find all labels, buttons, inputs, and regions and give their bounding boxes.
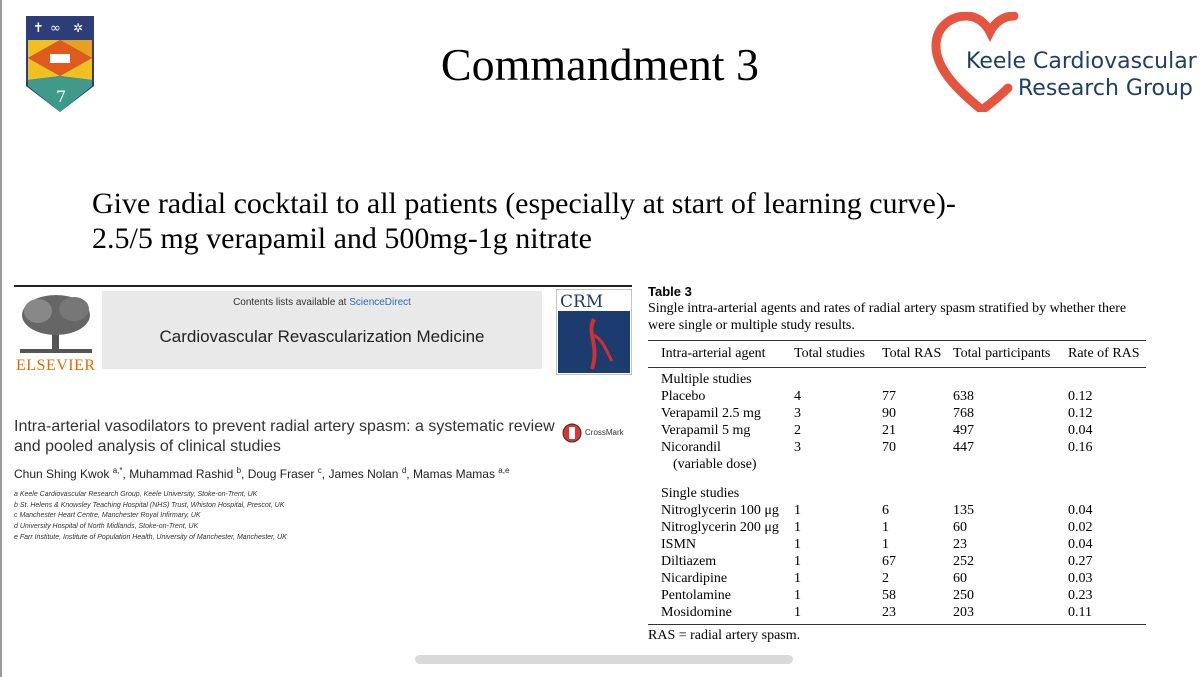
table-header-cell: Total studies: [794, 346, 865, 361]
horizontal-scrollbar[interactable]: [415, 655, 793, 664]
table-cell: 0.23: [1068, 588, 1093, 603]
slide-subtitle: [92, 186, 1182, 256]
table-cell: 1: [794, 537, 801, 552]
contents-prefix: Contents lists available at: [233, 297, 350, 308]
table-header-cell: Total RAS: [882, 346, 942, 361]
journal-title-box: [102, 291, 542, 369]
table-cell: 58: [882, 588, 896, 603]
table-cell: 4: [794, 389, 801, 404]
table-cell: 1: [882, 520, 889, 535]
crm-cover-label: CRM: [560, 292, 604, 312]
table-cell: 0.02: [1068, 520, 1093, 535]
table-cell: Verapamil 5 mg: [661, 423, 751, 438]
author: Mamas Mamas $^{a,e}$: [412, 466, 510, 481]
table-cell: 23: [882, 605, 896, 620]
svg-text:✝: ✝: [33, 21, 44, 36]
table-cell: Nicorandil: [661, 440, 721, 455]
table-cell: 3: [794, 406, 801, 421]
table-cell-note: (variable dose): [673, 457, 757, 472]
crest-number: 7: [56, 87, 67, 106]
table-cell: 1: [794, 588, 801, 603]
keele-logo-text: [966, 48, 1197, 102]
table-cell: 60: [953, 571, 967, 586]
table-cell: 0.16: [1068, 440, 1093, 455]
author: Muhammad Rashid $^b$: [129, 466, 242, 481]
affiliation-list: [14, 490, 624, 544]
table-cell: Nitroglycerin 200 μg: [661, 520, 779, 535]
affiliation: e Farr Institute, Institute of Population Health, University of Manchester, Manchester, UK: [14, 533, 287, 541]
table-cell: 497: [953, 423, 974, 438]
table-cell: 23: [953, 537, 967, 552]
subtitle-line-1: Give radial cocktail to all patients (especially at start of learning curve)-: [92, 187, 956, 220]
table-cell: Nitroglycerin 100 μg: [661, 503, 779, 518]
table-cell: 252: [953, 554, 974, 569]
table-cell: Pentolamine: [661, 588, 731, 603]
table-caption: Single intra-arterial agents and rates of radial artery spasm stratified by whether there were single or multiple study results.: [648, 301, 1127, 333]
crossmark-icon[interactable]: [562, 423, 582, 443]
affiliation: c Manchester Heart Centre, Manchester Royal Infirmary, UK: [14, 512, 201, 520]
table-cell: 0.12: [1068, 406, 1093, 421]
table-cell: 203: [953, 605, 974, 620]
table-cell: 0.04: [1068, 503, 1093, 518]
table-label: Table 3: [648, 284, 692, 299]
table-cell: 67: [882, 554, 896, 569]
table-cell: 77: [882, 389, 896, 404]
affiliation: d University Hospital of North Midlands, Stoke-on-Trent, UK: [14, 523, 199, 531]
table-cell: Nicardipine: [661, 571, 728, 586]
journal-name: Cardiovascular Revascularization Medicine: [159, 327, 485, 346]
table-cell: 60: [953, 520, 967, 535]
table-cell: 70: [882, 440, 896, 455]
svg-text:∞: ∞: [50, 21, 61, 36]
sciencedirect-link[interactable]: ScienceDirect: [349, 297, 411, 308]
table-cell: 250: [953, 588, 974, 603]
table-cell: 6: [882, 503, 889, 518]
table-group-label: Multiple studies: [661, 372, 752, 387]
table-group-label: Single studies: [661, 486, 740, 501]
table-cell: 638: [953, 389, 974, 404]
table-cell: 135: [953, 503, 974, 518]
table-cell: 1: [882, 537, 889, 552]
table-cell: Verapamil 2.5 mg: [661, 406, 761, 421]
table-footnote: RAS = radial artery spasm.: [648, 628, 801, 643]
table-cell: 2: [794, 423, 801, 438]
slide-title: Commandment 3: [440, 39, 760, 90]
elsevier-wordmark: ELSEVIER: [16, 357, 96, 374]
author-list: Chun Shing Kwok $^{a,*}$, Muhammad Rashid $^b$, Doug Fraser $^c$, James Nolan $^d$, Mamas Mamas $^{a,e}$: [14, 466, 510, 481]
author: Doug Fraser $^c$: [247, 466, 322, 481]
table-cell: 21: [882, 423, 896, 438]
table-bottom-rule: [648, 624, 1146, 625]
table-cell: Mosidomine: [661, 605, 732, 620]
journal-top-rule: [14, 285, 632, 287]
article-title: Intra-arterial vasodilators to prevent radial artery spasm: a systematic review and pooled analysis of clinical studies: [14, 418, 555, 455]
crossmark-label: CrossMark: [585, 428, 624, 437]
table-cell: 1: [794, 571, 801, 586]
author: Chun Shing Kwok $^{a,*}$: [14, 466, 123, 481]
table-cell: 0.03: [1068, 571, 1093, 586]
keele-line-2: Research Group: [1018, 76, 1193, 101]
table-cell: 1: [794, 520, 801, 535]
elsevier-tree-icon: [16, 293, 96, 355]
table-cell: 0.04: [1068, 423, 1093, 438]
journal-cover-icon: [556, 289, 632, 375]
affiliation: a Keele Cardiovascular Research Group, Keele University, Stoke-on-Trent, UK: [14, 491, 258, 498]
contents-line: [102, 297, 542, 308]
table-header-cell: Total participants: [953, 346, 1051, 361]
keele-line-1: Keele Cardiovascular: [966, 49, 1197, 74]
table-cell: 768: [953, 406, 974, 421]
table-cell: ISMN: [661, 537, 697, 552]
table-header-cell: Intra-arterial agent: [661, 346, 766, 361]
table-cell: 0.04: [1068, 537, 1093, 552]
table-header-cell: Rate of RAS: [1068, 346, 1140, 361]
table-cell: 0.11: [1068, 605, 1092, 620]
table-cell: 2: [882, 571, 889, 586]
table-cell: 0.27: [1068, 554, 1093, 569]
journal-header: [14, 285, 632, 377]
table-cell: 1: [794, 605, 801, 620]
table-cell: 0.12: [1068, 389, 1093, 404]
table-cell: Diltiazem: [661, 554, 717, 569]
table-cell: 3: [794, 440, 801, 455]
affiliation: b St. Helens & Knowsley Teaching Hospital (NHS) Trust, Whiston Hospital, Prescot, UK: [14, 501, 285, 509]
svg-text:✲: ✲: [73, 21, 84, 35]
table-cell: Placebo: [661, 389, 706, 404]
slide-left-border: [0, 0, 2, 677]
subtitle-line-2: 2.5/5 mg verapamil and 500mg-1g nitrate: [92, 222, 592, 255]
table-cell: 1: [794, 554, 801, 569]
table-cell: 1: [794, 503, 801, 518]
author: James Nolan $^d$: [328, 466, 407, 481]
table-top-rule: [648, 340, 1146, 341]
table-cell: 447: [953, 440, 974, 455]
table-cell: 90: [882, 406, 896, 421]
table-header-rule: [648, 367, 1146, 368]
